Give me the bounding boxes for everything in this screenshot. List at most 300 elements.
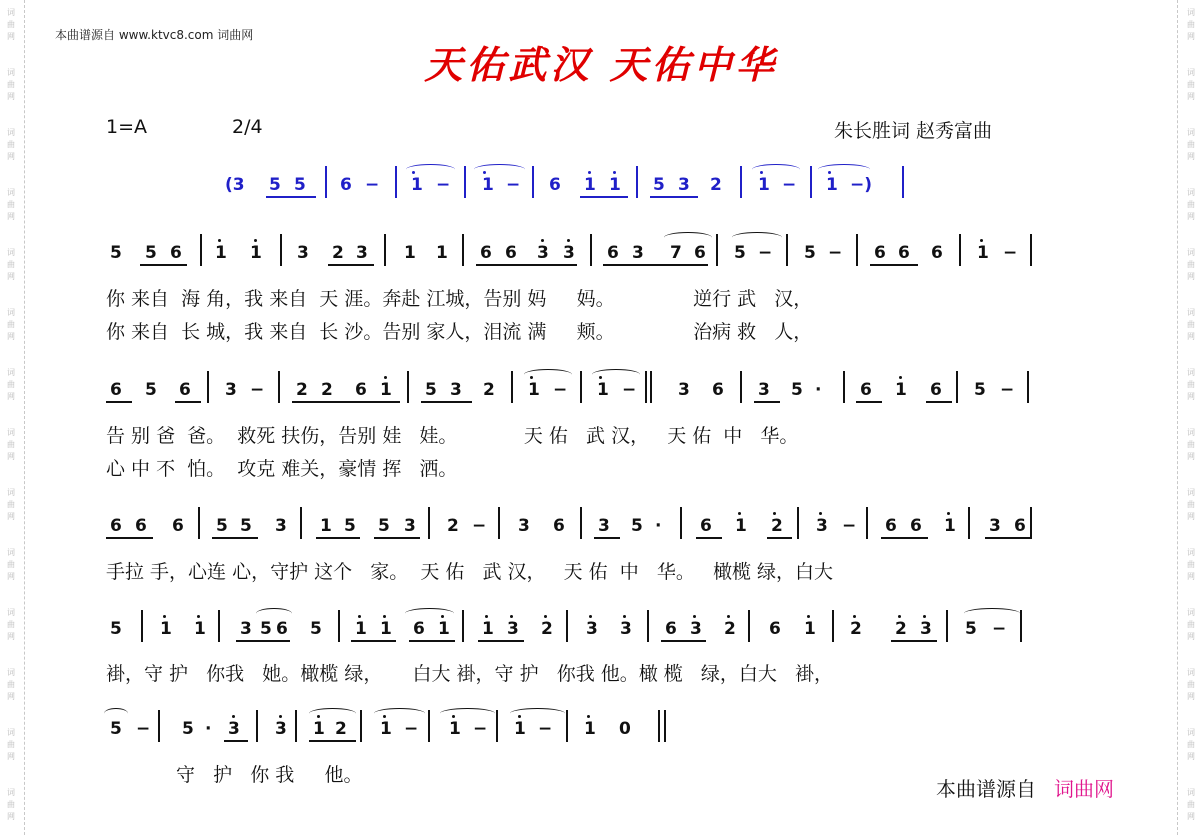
watermark-glyph: 词 (1187, 8, 1195, 17)
tie-slur (510, 708, 565, 719)
notation-note: − (553, 380, 568, 400)
notation-note: 6 (172, 516, 184, 536)
barline (740, 371, 742, 403)
notation-note: 6 (179, 380, 191, 400)
notation-note: 1 (194, 619, 206, 639)
watermark-glyph: 网 (7, 332, 15, 341)
barline (462, 610, 464, 642)
beam-underline (328, 264, 374, 266)
lyric-line-2a: 告 别 爸 爸。 救死 扶伤，告别 娃 娃。 天 佑 武 汉， 天 佑 中 华。 (106, 425, 799, 447)
barline (198, 507, 200, 539)
watermark-glyph: 网 (1187, 812, 1195, 821)
watermark-glyph: 曲 (7, 140, 15, 149)
barline (786, 234, 788, 266)
notation-note: 2 (447, 516, 459, 536)
octave-dot (544, 615, 547, 618)
notation-note: − (1003, 243, 1018, 263)
watermark-glyph: 曲 (1187, 680, 1195, 689)
barline (902, 166, 904, 198)
notation-note: 1 (250, 243, 262, 263)
notation-note: 1 (438, 619, 450, 639)
watermark-glyph: 曲 (1187, 20, 1195, 29)
barline (1027, 371, 1029, 403)
beam-underline (236, 640, 290, 642)
watermark-glyph: 曲 (1187, 140, 1195, 149)
octave-dot (923, 615, 926, 618)
watermark-glyph: 词 (7, 728, 15, 737)
watermark-glyph: 曲 (1187, 380, 1195, 389)
barline (464, 166, 466, 198)
watermark-glyph: 曲 (7, 320, 15, 329)
barline (280, 234, 282, 266)
watermark-glyph: 词 (7, 788, 15, 797)
watermark-glyph: 词 (1187, 608, 1195, 617)
watermark-glyph: 曲 (1187, 800, 1195, 809)
watermark-glyph: 词 (1187, 428, 1195, 437)
beam-underline (754, 401, 780, 403)
notation-note: 6 (340, 175, 352, 195)
watermark-glyph: 曲 (7, 560, 15, 569)
barline (959, 234, 961, 266)
notation-note: 1 (944, 516, 956, 536)
beam-underline (767, 537, 792, 539)
notation-note: 6 (110, 516, 122, 536)
notation-note: − (828, 243, 843, 263)
watermark-glyph: 网 (1187, 332, 1195, 341)
beam-underline (881, 537, 928, 539)
notation-note: 6 (505, 243, 517, 263)
tie-slur (309, 708, 356, 719)
notation-note: 1 (380, 719, 392, 739)
watermark-glyph: 曲 (1187, 320, 1195, 329)
barline (1030, 507, 1032, 539)
beam-underline (351, 640, 396, 642)
watermark-glyph: 曲 (7, 380, 15, 389)
watermark-glyph: 网 (7, 692, 15, 701)
watermark-glyph: 网 (1187, 392, 1195, 401)
barline (158, 710, 160, 742)
notation-note: − (782, 175, 797, 195)
notation-note: − (506, 175, 521, 195)
source-header: 本曲谱源自 www.ktvc8.com 词曲网 (55, 28, 254, 42)
watermark-glyph: 曲 (7, 20, 15, 29)
notation-note: − (472, 516, 487, 536)
watermark-glyph: 词 (7, 128, 15, 137)
octave-dot (232, 715, 235, 718)
lyric-line-1a: 你 来自 海 角，我 来自 天 涯。奔赴 江城，告别 妈 妈。 逆行 武 汉， (106, 288, 813, 310)
tie-slur (440, 708, 495, 719)
barline (843, 371, 845, 403)
tie-slur (752, 164, 800, 175)
watermark-glyph: 词 (7, 428, 15, 437)
watermark-glyph: 网 (1187, 92, 1195, 101)
watermark-glyph: 词 (1187, 368, 1195, 377)
notation-note: 1 (514, 719, 526, 739)
barline (256, 710, 258, 742)
barline (832, 610, 834, 642)
notation-note: 0 (619, 719, 631, 739)
watermark-glyph: 网 (7, 272, 15, 281)
notation-note: 6 (355, 380, 367, 400)
octave-dot (898, 615, 901, 618)
watermark-glyph: 词 (1187, 668, 1195, 677)
watermark-glyph: 网 (1187, 632, 1195, 641)
notation-note: 2 (541, 619, 553, 639)
notation-note: 5 (965, 619, 977, 639)
tie-slur (732, 232, 782, 243)
octave-dot (218, 239, 221, 242)
watermark-glyph: 曲 (1187, 80, 1195, 89)
notation-note: 5 (216, 516, 228, 536)
barline (866, 507, 868, 539)
beam-underline (696, 537, 722, 539)
notation-note: 2 (332, 243, 344, 263)
octave-dot (567, 239, 570, 242)
watermark-glyph: 词 (1187, 188, 1195, 197)
barline (566, 610, 568, 642)
notation-note: − (250, 380, 265, 400)
credits: 朱长胜词 赵秀富曲 (834, 120, 993, 142)
lyric-line-3: 手拉 手，心连 心，守护 这个 家。 天 佑 武 汉， 天 佑 中 华。 橄榄 绿，白大 (106, 561, 834, 583)
octave-dot (384, 376, 387, 379)
tie-slur (818, 164, 870, 175)
barline (856, 234, 858, 266)
octave-dot (693, 615, 696, 618)
watermark-glyph: 网 (1187, 212, 1195, 221)
notation-note: 3 (816, 516, 828, 536)
barline (141, 610, 143, 642)
notation-note: − (404, 719, 419, 739)
notation-note: − (992, 619, 1007, 639)
notation-note: 1 (449, 719, 461, 739)
notation-note: (3 (225, 175, 245, 195)
watermark-glyph: 曲 (1187, 620, 1195, 629)
watermark-glyph: 曲 (7, 740, 15, 749)
watermark-glyph: 曲 (7, 680, 15, 689)
notation-note: 6 (135, 516, 147, 536)
notation-note: 5 (145, 380, 157, 400)
notation-note: 3 (690, 619, 702, 639)
watermark-glyph: 网 (7, 92, 15, 101)
watermark-glyph: 网 (1187, 752, 1195, 761)
notation-note: − (365, 175, 380, 195)
notation-note: 7 (670, 243, 682, 263)
notation-note: 1 (482, 619, 494, 639)
watermark-glyph: 网 (7, 512, 15, 521)
tie-slur (964, 608, 1020, 619)
barline (968, 507, 970, 539)
lyric-line-4: 褂，守 护 你我 她。橄榄 绿， 白大 褂，守 护 你我 他。橄 榄 绿，白大 褂， (106, 663, 834, 685)
watermark-glyph: 词 (7, 248, 15, 257)
barline (636, 166, 638, 198)
beam-underline (478, 640, 524, 642)
notation-note: − (473, 719, 488, 739)
beam-underline (409, 640, 455, 642)
barline (384, 234, 386, 266)
notation-note: 3 (989, 516, 1001, 536)
octave-dot (589, 615, 592, 618)
left-dashed-border (0, 0, 25, 835)
watermark-glyph: 词 (7, 608, 15, 617)
notation-note: 5 (734, 243, 746, 263)
watermark-glyph: 曲 (1187, 440, 1195, 449)
barline (511, 371, 513, 403)
watermark-glyph: 曲 (1187, 560, 1195, 569)
watermark-glyph: 网 (1187, 572, 1195, 581)
octave-dot (980, 239, 983, 242)
barline (496, 710, 498, 742)
notation-note: 5 (344, 516, 356, 536)
notation-note: 3 (356, 243, 368, 263)
watermark-glyph: 网 (1187, 152, 1195, 161)
watermark-glyph: 词 (7, 308, 15, 317)
watermark-glyph: 词 (1187, 728, 1195, 737)
octave-dot (254, 239, 257, 242)
notation-note: 3 (620, 619, 632, 639)
barline (395, 166, 397, 198)
octave-dot (623, 615, 626, 618)
barline (498, 507, 500, 539)
tie-slur (474, 164, 525, 175)
notation-note: 1 (895, 380, 907, 400)
octave-dot (773, 512, 776, 515)
watermark-glyph: 网 (7, 392, 15, 401)
notation-note: 6 (860, 380, 872, 400)
beam-underline (106, 537, 153, 539)
watermark-glyph: 网 (7, 212, 15, 221)
watermark-glyph: 曲 (7, 500, 15, 509)
barline (664, 710, 666, 742)
notation-note: 6 (700, 516, 712, 536)
octave-dot (588, 171, 591, 174)
notation-note: 6 (769, 619, 781, 639)
beam-underline (476, 264, 577, 266)
notation-note: 2 (483, 380, 495, 400)
beam-underline (374, 537, 420, 539)
barline (218, 610, 220, 642)
notation-note: 1 (313, 719, 325, 739)
notation-note: 3 (758, 380, 770, 400)
octave-dot (163, 615, 166, 618)
notation-note: 5 (804, 243, 816, 263)
watermark-glyph: 曲 (7, 620, 15, 629)
barline (1030, 234, 1032, 266)
notation-note: − (436, 175, 451, 195)
octave-dot (358, 615, 361, 618)
notation-note: 2 (296, 380, 308, 400)
barline (462, 234, 464, 266)
watermark-glyph: 曲 (1187, 500, 1195, 509)
notation-note: 3 (537, 243, 549, 263)
notation-note: 3 (450, 380, 462, 400)
notation-note: 2 (710, 175, 722, 195)
octave-dot (541, 239, 544, 242)
barline (645, 371, 647, 403)
tie-slur (664, 232, 712, 243)
notation-note: 3 (228, 719, 240, 739)
notation-note: 6 (930, 380, 942, 400)
notation-note: 2 (895, 619, 907, 639)
key-signature: 1=A (106, 116, 148, 138)
beam-underline (316, 537, 360, 539)
watermark-glyph: 网 (7, 32, 15, 41)
notation-note: − (842, 516, 857, 536)
barline (716, 234, 718, 266)
notation-note: 6 (480, 243, 492, 263)
beam-underline (594, 537, 620, 539)
right-dashed-border (1177, 0, 1202, 835)
beam-underline (580, 196, 628, 198)
watermark-glyph: 网 (1187, 272, 1195, 281)
notation-note: 2 (850, 619, 862, 639)
notation-note: 3 (507, 619, 519, 639)
octave-dot (947, 512, 950, 515)
tie-slur (406, 164, 455, 175)
octave-dot (853, 615, 856, 618)
notation-note: 1 (411, 175, 423, 195)
watermark-glyph: 词 (1187, 128, 1195, 137)
watermark-glyph: 网 (7, 752, 15, 761)
notation-note: 3 (240, 619, 252, 639)
notation-note: 1 (436, 243, 448, 263)
beam-underline (421, 401, 472, 403)
notation-note: 1 (404, 243, 416, 263)
barline (580, 371, 582, 403)
watermark-glyph: 网 (1187, 32, 1195, 41)
barline (1020, 610, 1022, 642)
notation-note: 6 (276, 619, 288, 639)
barline (407, 371, 409, 403)
beam-underline (140, 264, 187, 266)
lyric-line-5: 守 护 你 我 他。 (176, 764, 363, 786)
notation-note: 5 (791, 380, 803, 400)
notation-note: 5 (260, 619, 272, 639)
beam-underline (224, 740, 248, 742)
beam-underline (661, 640, 706, 642)
barline (360, 710, 362, 742)
notation-note: 1 (977, 243, 989, 263)
notation-note: 1 (528, 380, 540, 400)
watermark-glyph: 曲 (1187, 200, 1195, 209)
notation-note: 6 (607, 243, 619, 263)
watermark-glyph: 曲 (7, 200, 15, 209)
watermark-glyph: 曲 (7, 80, 15, 89)
barline (338, 610, 340, 642)
barline (658, 710, 660, 742)
watermark-glyph: 网 (1187, 692, 1195, 701)
barline (946, 610, 948, 642)
barline (740, 166, 742, 198)
watermark-glyph: 网 (1187, 512, 1195, 521)
barline (325, 166, 327, 198)
notation-note: 1 (804, 619, 816, 639)
octave-dot (613, 171, 616, 174)
barline (810, 166, 812, 198)
octave-dot (383, 615, 386, 618)
notation-note: − (1000, 380, 1015, 400)
notation-note: 1 (826, 175, 838, 195)
notation-note: 5 (110, 719, 122, 739)
notation-note: 2 (335, 719, 347, 739)
beam-underline (292, 401, 400, 403)
tie-slur (592, 369, 640, 380)
octave-dot (510, 615, 513, 618)
notation-note: 3 (404, 516, 416, 536)
octave-dot (807, 615, 810, 618)
notation-note: 3 (563, 243, 575, 263)
notation-note: 6 (110, 380, 122, 400)
notation-note: 6 (874, 243, 886, 263)
barline (647, 610, 649, 642)
watermark-glyph: 词 (7, 488, 15, 497)
notation-note: 6 (712, 380, 724, 400)
watermark-glyph: 词 (1187, 308, 1195, 317)
notation-note: 5 (145, 243, 157, 263)
notation-note: 5 (631, 516, 643, 536)
barline (650, 371, 652, 403)
notation-note: 2 (321, 380, 333, 400)
notation-note: 1 (735, 516, 747, 536)
source-footer: 本曲谱源自 词曲网 (936, 777, 1114, 801)
notation-note: − (136, 719, 151, 739)
tie-slur (374, 708, 425, 719)
watermark-glyph: 词 (1187, 788, 1195, 797)
octave-dot (738, 512, 741, 515)
footer-site-link[interactable]: 词曲网 (1054, 777, 1114, 801)
notation-note: 3 (518, 516, 530, 536)
beam-underline (106, 401, 132, 403)
beam-underline (212, 537, 258, 539)
beam-underline (870, 264, 918, 266)
octave-dot (587, 715, 590, 718)
notation-note: 6 (549, 175, 561, 195)
notation-note: 1 (380, 380, 392, 400)
watermark-glyph: 网 (7, 572, 15, 581)
notation-note: 3 (920, 619, 932, 639)
beam-underline (175, 401, 201, 403)
notation-note: −) (850, 175, 873, 195)
song-title: 天佑武汉 天佑中华 (424, 42, 778, 87)
barline (956, 371, 958, 403)
notation-note: 6 (553, 516, 565, 536)
notation-note: · (205, 719, 212, 739)
notation-note: 5 (110, 619, 122, 639)
notation-note: 3 (225, 380, 237, 400)
notation-note: 3 (598, 516, 610, 536)
tie-slur (104, 708, 128, 719)
notation-note: 5 (425, 380, 437, 400)
notation-note: 6 (931, 243, 943, 263)
notation-note: 1 (320, 516, 332, 536)
barline (428, 507, 430, 539)
watermark-glyph: 词 (7, 188, 15, 197)
time-signature: 2/4 (232, 116, 263, 138)
barline (207, 371, 209, 403)
watermark-glyph: 曲 (7, 800, 15, 809)
barline (278, 371, 280, 403)
watermark-glyph: 词 (1187, 548, 1195, 557)
lyric-line-2b: 心 中 不 怕。 攻克 难关，豪情 挥 洒。 (106, 458, 458, 480)
notation-note: 2 (771, 516, 783, 536)
watermark-glyph: 网 (1187, 452, 1195, 461)
watermark-glyph: 曲 (7, 260, 15, 269)
tie-slur (405, 608, 454, 619)
notation-note: 6 (170, 243, 182, 263)
beam-underline (603, 264, 708, 266)
octave-dot (485, 615, 488, 618)
octave-dot (899, 376, 902, 379)
watermark-glyph: 网 (7, 632, 15, 641)
